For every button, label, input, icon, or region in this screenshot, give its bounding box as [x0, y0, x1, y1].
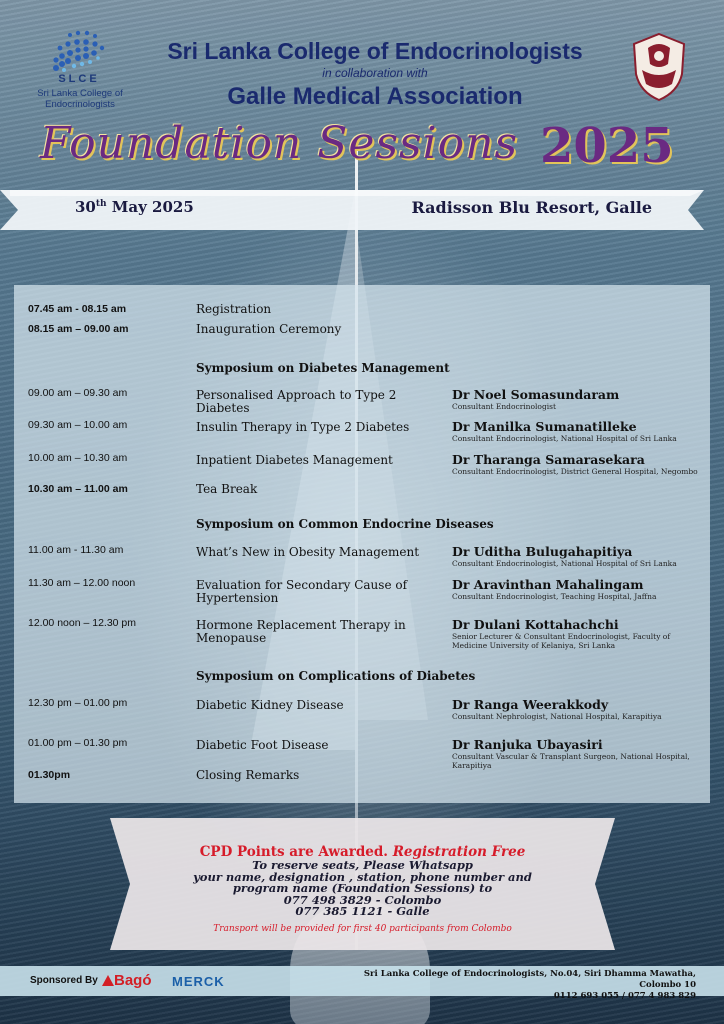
session-topic: What’s New in Obesity Management: [196, 545, 420, 559]
session-time: 01.30pm: [28, 769, 71, 781]
session-time: 09.00 am – 09.30 am: [28, 387, 128, 399]
speaker-role: Consultant Endocrinologist, Teaching Hospital, Jaffna: [452, 592, 657, 601]
session-topic: Inauguration Ceremony: [196, 322, 342, 336]
phone-galle: 077 385 1121 - Galle: [295, 904, 430, 918]
session-time: 07.45 am - 08.15 am: [28, 303, 127, 315]
speaker-role: Consultant Endocrinologist, District General Hospital, Negombo: [452, 467, 698, 476]
session-time: 11.00 am - 11.30 am: [28, 544, 124, 556]
speaker-role: Consultant Endocrinologist: [452, 402, 557, 411]
session-time: 12.00 noon – 12.30 pm: [28, 617, 137, 629]
event-title: Foundation Sessions: [40, 118, 519, 169]
cpd-points: CPD Points are Awarded.: [199, 844, 388, 860]
date-venue-banner: [0, 186, 724, 234]
registration-free: Registration Free: [392, 844, 526, 860]
sponsor-bago-name: Bagó: [114, 972, 152, 989]
session-topic: Hormone Replacement Therapy in Menopause: [196, 618, 406, 645]
speaker-name: Dr Ranga Weerakkody: [452, 697, 609, 712]
event-date: [75, 198, 194, 216]
phone-line: 0112 693 055 / 077 4 983 829: [553, 991, 696, 1001]
transport-note: Transport will be provided for first 40 participants from Colombo: [213, 924, 512, 934]
session-topic: Inpatient Diabetes Management: [196, 453, 393, 467]
bago-triangle-icon: [102, 975, 114, 986]
session-time: 11.30 am – 12.00 noon: [28, 577, 136, 589]
speaker-name: Dr Uditha Bulugahapitiya: [452, 544, 633, 559]
session-topic: Evaluation for Secondary Cause of Hypertension: [196, 578, 408, 605]
symposium-title: Symposium on Complications of Diabetes: [196, 669, 476, 683]
symposium-title: Symposium on Common Endocrine Diseases: [196, 517, 494, 531]
session-time: 10.00 am – 10.30 am: [28, 452, 128, 464]
session-topic: Insulin Therapy in Type 2 Diabetes: [196, 420, 410, 434]
speaker-role: Senior Lecturer & Consultant Endocrinologist, Faculty of Medicine University of Kelaniya, Sri Lanka: [452, 632, 671, 650]
sponsor-bago-logo: [102, 972, 152, 989]
session-topic: Tea Break: [196, 482, 258, 496]
session-topic: Personalised Approach to Type 2 Diabetes: [196, 388, 397, 415]
speaker-role: Consultant Nephrologist, National Hospital, Karapitiya: [452, 712, 662, 721]
address-line: Sri Lanka College of Endocrinologists, No.04, Siri Dhamma Mawatha, Colombo 10: [363, 969, 696, 990]
cpd-ribbon: [110, 818, 615, 950]
date-day: 30: [75, 198, 96, 216]
session-topic: Registration: [196, 302, 272, 316]
event-venue: Radisson Blu Resort, Galle: [411, 198, 652, 217]
slce-dots-icon: [48, 28, 108, 73]
speaker-role: Consultant Endocrinologist, National Hospital of Sri Lanka: [452, 559, 677, 568]
speaker-name: Dr Aravinthan Mahalingam: [452, 577, 644, 592]
sponsor-merck-logo: MERCK: [172, 974, 225, 989]
session-time: 08.15 am – 09.00 am: [28, 323, 129, 335]
footer-bar: [0, 966, 724, 1001]
speaker-role: Consultant Vascular & Transplant Surgeon, National Hospital, Karapitiya: [452, 752, 690, 770]
speaker-name: Dr Dulani Kottahachchi: [452, 617, 619, 632]
programme-panel: [14, 285, 710, 803]
speaker-role: Consultant Endocrinologist, National Hospital of Sri Lanka: [452, 434, 677, 443]
slce-name: Sri Lanka College of Endocrinologists: [37, 88, 123, 110]
session-topic: Closing Remarks: [196, 768, 300, 782]
slce-abbr: SLCE: [58, 73, 100, 85]
org-address: [336, 969, 696, 1002]
session-time: 09.30 am – 10.00 am: [28, 419, 128, 431]
partner-title: Galle Medical Association: [227, 83, 523, 110]
speaker-name: Dr Noel Somasundaram: [452, 387, 620, 402]
phone-colombo: 077 498 3829 - Colombo: [283, 892, 442, 907]
collaboration-text: in collaboration with: [322, 66, 428, 80]
session-topic: Diabetic Kidney Disease: [196, 698, 344, 712]
org-title: Sri Lanka College of Endocrinologists: [167, 38, 583, 64]
session-time: 01.00 pm – 01.30 pm: [28, 737, 128, 749]
speaker-name: Dr Ranjuka Ubayasiri: [452, 737, 603, 752]
session-topic: Diabetic Foot Disease: [196, 738, 329, 752]
instruction-line: your name, designation , station, phone number and: [193, 869, 532, 884]
session-time: 12.30 pm – 01.00 pm: [28, 697, 128, 709]
gma-crest-icon: [628, 30, 690, 102]
date-month-year: May 2025: [106, 198, 194, 216]
speaker-name: Dr Tharanga Samarasekara: [452, 452, 645, 467]
speaker-name: Dr Manilka Sumanatilleke: [452, 419, 637, 434]
session-time: 10.30 am – 11.00 am: [28, 483, 128, 495]
date-suffix: th: [95, 199, 107, 209]
reservation-instructions: [110, 860, 615, 918]
event-year: 2025: [540, 118, 674, 174]
symposium-title: Symposium on Diabetes Management: [196, 361, 450, 375]
instruction-line: To reserve seats, Please Whatsapp: [252, 858, 473, 872]
instruction-line: program name (Foundation Sessions) to: [232, 881, 493, 895]
sponsored-by-label: Sponsored By: [30, 975, 98, 986]
